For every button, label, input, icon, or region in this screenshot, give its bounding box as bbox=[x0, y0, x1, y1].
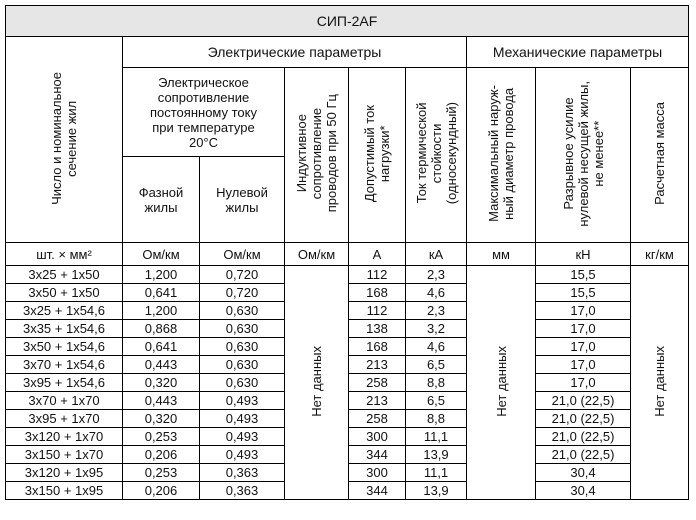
unit-diameter: мм bbox=[467, 243, 536, 266]
cell-thermal: 13,9 bbox=[406, 482, 467, 500]
cell-neutral: 0,630 bbox=[200, 338, 285, 356]
unit-neutral: Ом/км bbox=[200, 243, 285, 266]
cell-cores: 3х95 + 1х54,6 bbox=[6, 374, 123, 392]
cell-thermal: 11,1 bbox=[406, 464, 467, 482]
table-title: СИП-2АF bbox=[6, 6, 689, 37]
cell-breaking: 17,0 bbox=[536, 320, 631, 338]
cell-cores: 3х50 + 1х50 bbox=[6, 284, 123, 302]
cell-thermal: 11,1 bbox=[406, 428, 467, 446]
cell-phase: 0,253 bbox=[123, 428, 200, 446]
header-inductive: Индуктивное сопротивление проводов при 50 Гц bbox=[285, 68, 349, 243]
header-breaking: Разрывное усилие нулевой несущей жилы, не менее** bbox=[536, 68, 631, 243]
cell-neutral: 0,630 bbox=[200, 302, 285, 320]
cell-current: 138 bbox=[349, 320, 406, 338]
header-cores: Число и номинальное сечение жил bbox=[6, 37, 123, 243]
cell-thermal: 4,6 bbox=[406, 338, 467, 356]
cell-neutral: 0,630 bbox=[200, 356, 285, 374]
cell-current: 344 bbox=[349, 446, 406, 464]
cell-breaking: 21,0 (22,5) bbox=[536, 392, 631, 410]
cell-thermal: 2,3 bbox=[406, 266, 467, 284]
cell-neutral: 0,493 bbox=[200, 392, 285, 410]
unit-current: А bbox=[349, 243, 406, 266]
cell-current: 213 bbox=[349, 392, 406, 410]
cell-current: 344 bbox=[349, 482, 406, 500]
cell-current: 300 bbox=[349, 464, 406, 482]
cell-breaking: 17,0 bbox=[536, 338, 631, 356]
cell-current: 300 bbox=[349, 428, 406, 446]
cell-phase: 0,320 bbox=[123, 374, 200, 392]
cell-neutral: 0,363 bbox=[200, 482, 285, 500]
cell-current: 213 bbox=[349, 356, 406, 374]
cell-thermal: 8,8 bbox=[406, 374, 467, 392]
cell-current: 168 bbox=[349, 338, 406, 356]
header-thermal: Ток термической стойкости (односекундный) bbox=[406, 68, 467, 243]
cell-cores: 3х150 + 1х70 bbox=[6, 446, 123, 464]
cell-phase: 0,206 bbox=[123, 482, 200, 500]
cell-breaking: 21,0 (22,5) bbox=[536, 410, 631, 428]
cell-current: 168 bbox=[349, 284, 406, 302]
no-data-diameter: Нет данных bbox=[467, 266, 536, 500]
cell-cores: 3х120 + 1х70 bbox=[6, 428, 123, 446]
cell-neutral: 0,630 bbox=[200, 320, 285, 338]
cell-neutral: 0,493 bbox=[200, 410, 285, 428]
cell-breaking: 15,5 bbox=[536, 266, 631, 284]
unit-breaking: кН bbox=[536, 243, 631, 266]
header-mass: Расчетная масса bbox=[631, 68, 689, 243]
cell-cores: 3х150 + 1х95 bbox=[6, 482, 123, 500]
unit-mass: кг/км bbox=[631, 243, 689, 266]
cell-thermal: 6,5 bbox=[406, 392, 467, 410]
cell-current: 112 bbox=[349, 302, 406, 320]
cell-phase: 0,253 bbox=[123, 464, 200, 482]
cell-current: 258 bbox=[349, 410, 406, 428]
no-data-inductive: Нет данных bbox=[285, 266, 349, 500]
cell-cores: 3х70 + 1х70 bbox=[6, 392, 123, 410]
group-mechanical: Механические параметры bbox=[467, 37, 689, 68]
cell-breaking: 30,4 bbox=[536, 482, 631, 500]
cell-current: 258 bbox=[349, 374, 406, 392]
header-resistance: Электрическое сопротивление постоянному току при температуре 20°С bbox=[123, 68, 285, 157]
cell-thermal: 4,6 bbox=[406, 284, 467, 302]
cell-neutral: 0,363 bbox=[200, 464, 285, 482]
header-diameter: Максимальный наруж- ный диаметр провода bbox=[467, 68, 536, 243]
cell-phase: 1,200 bbox=[123, 266, 200, 284]
cell-phase: 0,868 bbox=[123, 320, 200, 338]
cell-cores: 3х50 + 1х54,6 bbox=[6, 338, 123, 356]
cell-breaking: 17,0 bbox=[536, 356, 631, 374]
cell-thermal: 8,8 bbox=[406, 410, 467, 428]
cell-neutral: 0,720 bbox=[200, 284, 285, 302]
cell-cores: 3х95 + 1х70 bbox=[6, 410, 123, 428]
no-data-mass: Нет данных bbox=[631, 266, 689, 500]
cell-cores: 3х25 + 1х50 bbox=[6, 266, 123, 284]
header-phase: Фазной жилы bbox=[123, 157, 200, 243]
cell-thermal: 13,9 bbox=[406, 446, 467, 464]
cell-phase: 1,200 bbox=[123, 302, 200, 320]
table-row bbox=[6, 266, 689, 284]
cell-cores: 3х25 + 1х54,6 bbox=[6, 302, 123, 320]
unit-cores: шт. × мм² bbox=[6, 243, 123, 266]
cell-cores: 3х70 + 1х54,6 bbox=[6, 356, 123, 374]
cell-breaking: 21,0 (22,5) bbox=[536, 428, 631, 446]
cell-phase: 0,641 bbox=[123, 284, 200, 302]
unit-phase: Ом/км bbox=[123, 243, 200, 266]
cell-cores: 3х120 + 1х95 bbox=[6, 464, 123, 482]
header-neutral: Нулевой жилы bbox=[200, 157, 285, 243]
cell-breaking: 30,4 bbox=[536, 464, 631, 482]
cell-phase: 0,443 bbox=[123, 392, 200, 410]
cell-phase: 0,320 bbox=[123, 410, 200, 428]
cell-phase: 0,206 bbox=[123, 446, 200, 464]
cell-cores: 3х35 + 1х54,6 bbox=[6, 320, 123, 338]
cell-neutral: 0,630 bbox=[200, 374, 285, 392]
unit-inductive: Ом/км bbox=[285, 243, 349, 266]
cell-neutral: 0,493 bbox=[200, 446, 285, 464]
cell-neutral: 0,720 bbox=[200, 266, 285, 284]
cell-current: 112 bbox=[349, 266, 406, 284]
cell-thermal: 3,2 bbox=[406, 320, 467, 338]
cable-spec-table bbox=[5, 5, 689, 500]
cell-breaking: 21,0 (22,5) bbox=[536, 446, 631, 464]
header-current: Допустимый ток нагрузки* bbox=[349, 68, 406, 243]
cell-breaking: 15,5 bbox=[536, 284, 631, 302]
cell-thermal: 2,3 bbox=[406, 302, 467, 320]
cell-breaking: 17,0 bbox=[536, 302, 631, 320]
cell-neutral: 0,493 bbox=[200, 428, 285, 446]
cell-phase: 0,641 bbox=[123, 338, 200, 356]
cell-thermal: 6,5 bbox=[406, 356, 467, 374]
unit-thermal: кА bbox=[406, 243, 467, 266]
cell-breaking: 17,0 bbox=[536, 374, 631, 392]
group-electrical: Электрические параметры bbox=[123, 37, 467, 68]
cell-phase: 0,443 bbox=[123, 356, 200, 374]
